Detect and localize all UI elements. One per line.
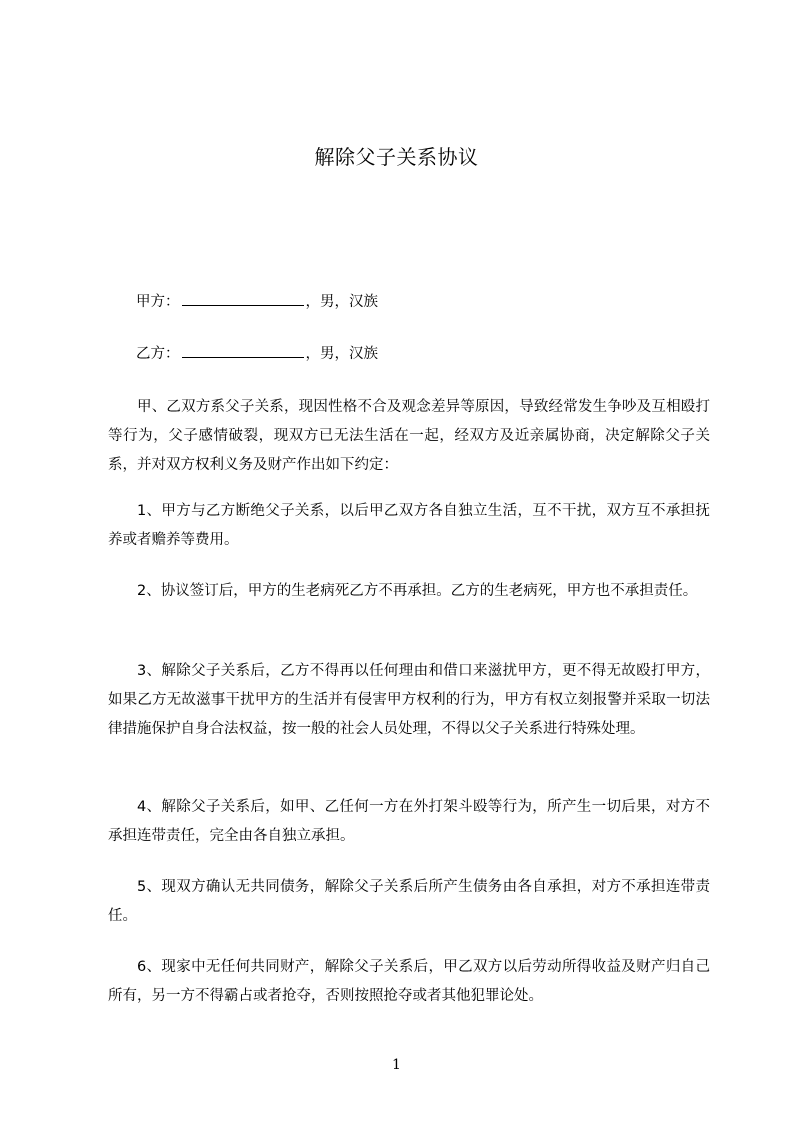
party-a-line [136,292,378,312]
clause-4: 4、解除父子关系后，如甲、乙任何一方在外打架斗殴等行为，所产生一切后果，对方不承担连带责任，完全由各自独立承担。 [108,799,710,844]
party-a-name-blank [182,292,304,306]
party-b-suffix: ，男，汉族 [305,346,378,362]
party-a-suffix: ，男，汉族 [305,294,378,310]
party-b-name-blank [182,344,304,358]
party-b-line [136,344,378,364]
party-b-label: 乙方： [136,346,180,362]
preamble-paragraph: 甲、乙双方系父子关系，现因性格不合及观念差异等原因，导致经常发生争吵及互相殴打等行为，父子感情破裂，现双方已无法生活在一起，经双方及近亲属协商，决定解除父子关系，并对双方权利义务及财产作出如下约定： [108,399,710,473]
document-title: 解除父子关系协议 [314,145,479,169]
clause-2: 2、协议签订后，甲方的生老病死乙方不再承担。乙方的生老病死，甲方也不承担责任。 [137,583,698,599]
clause-3: 3、解除父子关系后，乙方不得再以任何理由和借口来滋扰甲方，更不得无故殴打甲方，如果乙方无故滋事干扰甲方的生活并有侵害甲方权利的行为，甲方有权立刻报警并采取一切法律措施保护自身合法权益，按一般的社会人员处理，不得以父子关系进行特殊处理。 [108,663,710,737]
clause-1: 1、甲方与乙方断绝父子关系，以后甲乙双方各自独立生活，互不干扰，双方互不承担抚养或者赡养等费用。 [108,503,710,548]
clause-6: 6、现家中无任何共同财产，解除父子关系后，甲乙双方以后劳动所得收益及财产归自己所有，另一方不得霸占或者抢夺，否则按照抢夺或者其他犯罪论处。 [108,959,710,1004]
party-a-label: 甲方： [136,294,180,310]
page-number: 1 [392,1057,401,1073]
clause-5: 5、现双方确认无共同债务，解除父子关系后所产生债务由各自承担，对方不承担连带责任。 [108,879,710,924]
